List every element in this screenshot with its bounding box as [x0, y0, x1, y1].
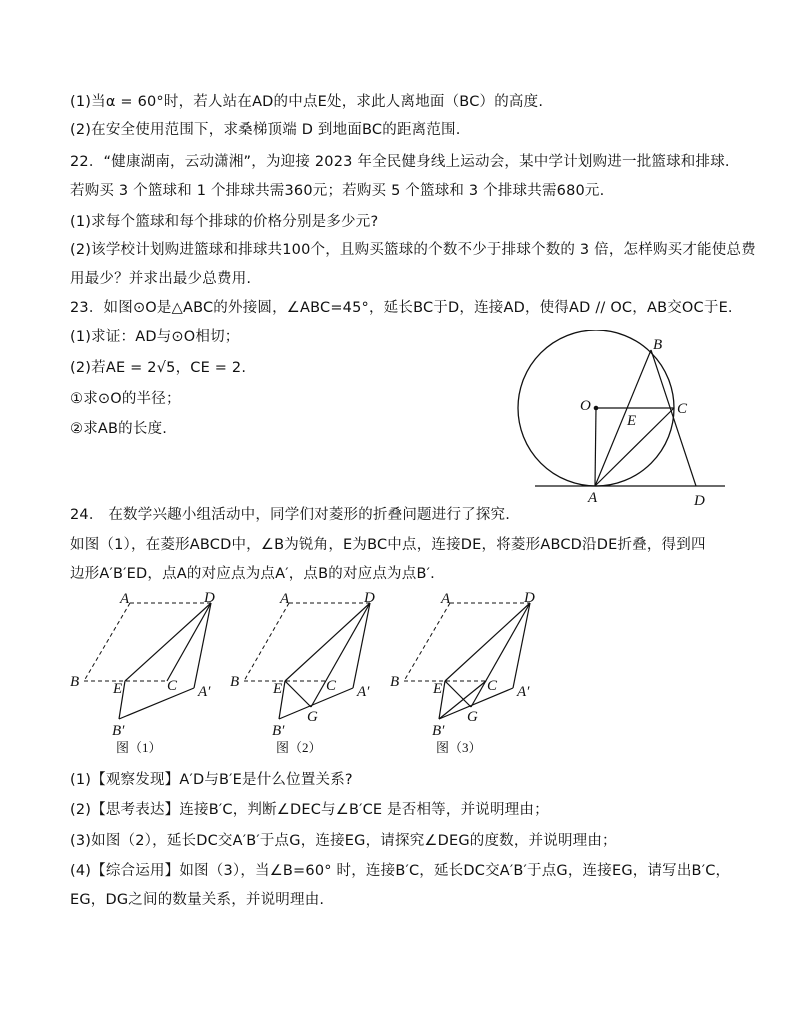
text-line: ②求AB的长度.	[70, 421, 168, 437]
label-B1: B′	[112, 723, 125, 739]
text-line: (1)求每个篮球和每个排球的价格分别是多少元?	[70, 214, 379, 230]
label-A: A	[120, 591, 130, 607]
label-B: B	[230, 674, 240, 690]
text-line: (2)该学校计划购进篮球和排球共100个，且购买篮球的个数不少于排球个数的 3 倍，怎样购买才能使总费	[70, 242, 756, 258]
label-C: C	[167, 678, 178, 694]
label-D: D	[204, 590, 215, 606]
text-line: 23．如图⊙O是△ABC的外接圆，∠ABC=45°，延长BC于D，连接AD，使得AD // OC，AB交OC于E.	[70, 300, 733, 316]
label-A1: A′	[357, 684, 370, 700]
label-A: A	[588, 490, 598, 506]
text-line: ①求⊙O的半径；	[70, 391, 181, 407]
label-D: D	[364, 590, 375, 606]
circle-figure	[500, 330, 740, 510]
text-line: (1)【观察发现】A′D与B′E是什么位置关系?	[70, 772, 353, 788]
text-line: 如图（1），在菱形ABCD中，∠B为锐角，E为BC中点，连接DE，将菱形ABCD沿DE折叠，得到四	[70, 537, 706, 553]
label-C: C	[677, 401, 688, 417]
figure-caption: 图（1）	[116, 740, 162, 755]
rhombus-figure-3	[385, 585, 555, 760]
segment-AB	[595, 350, 651, 486]
text-line: 24． 在数学兴趣小组活动中，同学们对菱形的折叠问题进行了探究.	[70, 507, 511, 523]
label-C: C	[326, 678, 337, 694]
text-line: (3)如图（2），延长DC交A′B′于点G，连接EG，请探究∠DEG的度数，并说明理由；	[70, 833, 617, 849]
rhombus-figure-1	[60, 585, 230, 760]
text-line: (4)【综合运用】如图（3），当∠B=60° 时，连接B′C，延长DC交A′B′于点G，连接EG，请写出B′C，	[70, 863, 731, 879]
text-line: 边形A′B′ED，点A的对应点为点A′，点B的对应点为点B′.	[70, 566, 435, 582]
segment-B1C	[439, 681, 486, 719]
segment-BD	[651, 350, 696, 486]
label-G: G	[467, 709, 478, 725]
dashed-AB	[244, 603, 289, 681]
text-line: EG，DG之间的数量关系，并说明理由.	[70, 892, 325, 908]
segment-B1A1	[119, 688, 194, 719]
figure-caption: 图（2）	[276, 740, 322, 755]
segment-DC	[167, 603, 211, 681]
label-B: B	[390, 674, 400, 690]
label-E: E	[273, 681, 283, 697]
label-E: E	[433, 681, 443, 697]
dashed-AB	[84, 603, 130, 681]
label-D: D	[694, 493, 705, 509]
label-A1: A′	[517, 684, 530, 700]
label-D: D	[524, 590, 535, 606]
text-line: (1)当α = 60°时，若人站在AD的中点E处，求此人离地面（BC）的高度.	[70, 94, 544, 110]
segment-OA	[595, 408, 596, 486]
label-E: E	[113, 681, 123, 697]
label-O: O	[580, 398, 591, 414]
text-line: (2)在安全使用范围下，求桑梯顶端 D 到地面BC的距离范围.	[70, 122, 461, 138]
label-E: E	[627, 413, 637, 429]
label-B: B	[653, 337, 663, 353]
segment-EG	[285, 681, 311, 707]
text-line: 22．“健康湖南，云动潇湘”，为迎接 2023 年全民健身线上运动会，某中学计划购进一批篮球和排球.	[70, 154, 730, 170]
label-A: A	[280, 591, 290, 607]
label-A: A	[441, 591, 451, 607]
label-A1: A′	[198, 684, 211, 700]
text-line: 若购买 3 个篮球和 1 个排球共需360元；若购买 5 个篮球和 3 个排球共需680元.	[70, 183, 605, 199]
label-C: C	[487, 678, 498, 694]
dashed-AB	[404, 603, 450, 681]
center-dot	[594, 406, 599, 411]
text-line: (2)若AE = 2√5，CE = 2.	[70, 360, 247, 376]
text-line: (1)求证：AD与⊙O相切；	[70, 329, 240, 345]
label-B1: B′	[272, 723, 285, 739]
label-B1: B′	[432, 723, 445, 739]
figure-caption: 图（3）	[436, 740, 482, 755]
text-line: 用最少？并求出最少总费用.	[70, 271, 252, 287]
label-B: B	[70, 674, 80, 690]
label-G: G	[307, 709, 318, 725]
text-line: (2)【思考表达】连接B′C，判断∠DEC与∠B′CE 是否相等，并说明理由；	[70, 802, 549, 818]
rhombus-figure-2	[225, 585, 395, 760]
